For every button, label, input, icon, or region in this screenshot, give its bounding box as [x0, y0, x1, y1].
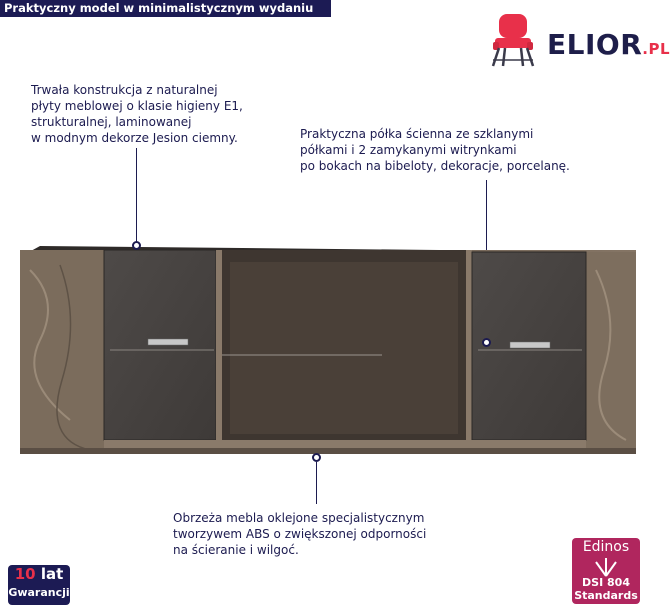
logo-text: ELIOR.PL [547, 28, 670, 61]
edinos-code: DSI 804 [582, 576, 630, 589]
warranty-number: 10 [14, 565, 36, 583]
callout-dot-bottom [312, 453, 321, 462]
callout-dot-right [482, 338, 491, 347]
warranty-unit: lat [40, 565, 64, 583]
edinos-badge [572, 538, 640, 604]
edinos-label: Standards [574, 589, 638, 602]
note-shelf: Praktyczna półka ścienna ze szklanymi półkami i 2 zamykanymi witrynkami po bokach na bibeloty, dekoracje, porcelanę. [300, 127, 570, 173]
callout-dot-left [132, 241, 141, 250]
note-construction: Trwała konstrukcja z naturalnej płyty meblowej o klasie higieny E1, strukturalnej, laminowanej w modnym dekorze Jesion ciemny. [31, 83, 243, 145]
warranty-label: Gwarancji [8, 586, 70, 599]
edinos-title: Edinos [582, 539, 630, 555]
warranty-badge [8, 565, 70, 605]
note-edges: Obrzeża mebla oklejone specjalistycznym tworzywem ABS o zwiększonej odporności na ścieranie i wilgoć. [173, 511, 427, 557]
header-title: Praktyczny model w minimalistycznym wydaniu [4, 1, 314, 15]
